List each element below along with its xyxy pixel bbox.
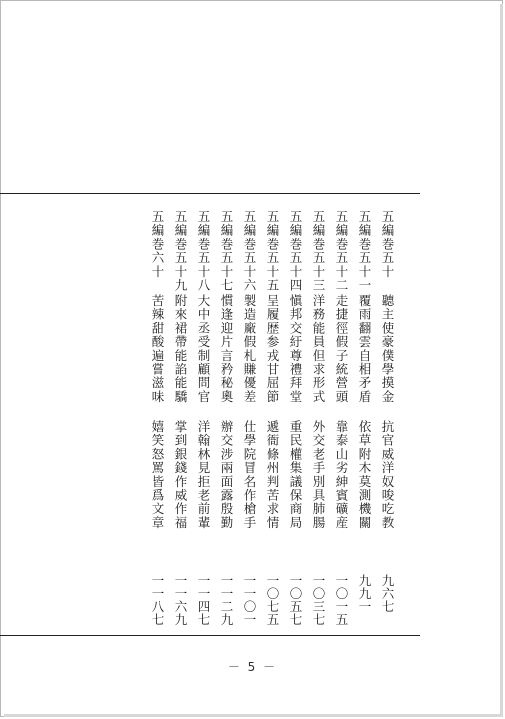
page-ref: 九九一 (357, 574, 372, 613)
volume-label: 五編巻五十五 (265, 210, 280, 293)
chapter-title-first: 覆雨翻雲自相矛盾 (357, 294, 372, 404)
chapter-title-first: 慣逢迎片言矜秘奧 (219, 294, 234, 404)
chapter-title-first: 附來裙帶能諂能驕 (173, 294, 188, 404)
chapter-title-second: 外交老手別具肺腸 (311, 420, 326, 530)
volume-label: 五編巻五十八 (196, 210, 211, 293)
page-ref: 一一八七 (150, 574, 165, 626)
chapter-title-first: 大中丞受制顧問官 (196, 294, 211, 404)
chapter-title-first: 苦辣甜酸遍嘗滋味 (150, 294, 165, 404)
chapter-title-second: 掌到銀錢作威作福 (173, 420, 188, 530)
chapter-title-first: 呈履歴参戎甘屈節 (265, 294, 280, 404)
top-rule (0, 193, 420, 194)
chapter-title-second: 重民權集議保商局 (288, 420, 303, 530)
chapter-title-second: 遞衙條州判苦求情 (265, 420, 280, 530)
page-ref: 一一六九 (173, 574, 188, 626)
chapter-title-second: 辦交涉兩面露殷勤 (219, 420, 234, 530)
chapter-title-second: 依草附木莫測機關 (357, 420, 372, 530)
page-ref: 九六七 (380, 574, 395, 613)
page-number: － 5 － (227, 660, 278, 674)
page-ref: 一〇一五 (334, 574, 349, 626)
chapter-title-second: 洋翰林見拒老前輩 (196, 420, 211, 530)
chapter-title-first: 愼邦交紆尊禮拜堂 (288, 294, 303, 404)
page-ref: 一〇五七 (288, 574, 303, 626)
chapter-title-second: 靠泰山劣紳賓礦産 (334, 420, 349, 530)
page-ref: 一〇七五 (265, 574, 280, 626)
page-ref: 一一〇一 (242, 574, 257, 626)
volume-label: 五編巻六十 (150, 210, 165, 279)
page-ref: 一一四七 (196, 574, 211, 626)
chapter-title-first: 聽主使豪僕學摸金 (380, 294, 395, 404)
chapter-title-first: 走捷徑假子統營頭 (334, 294, 349, 404)
volume-label: 五編巻五十三 (311, 210, 326, 293)
chapter-title-first: 製造廠假札賺優差 (242, 294, 257, 404)
chapter-title-second: 抗官威洋奴唆吃教 (380, 420, 395, 530)
volume-label: 五編巻五十六 (242, 210, 257, 293)
chapter-title-first: 洋務能員但求形式 (311, 294, 326, 404)
volume-label: 五編巻五十一 (357, 210, 372, 293)
volume-label: 五編巻五十 (380, 210, 395, 279)
volume-label: 五編巻五十七 (219, 210, 234, 293)
volume-label: 五編巻五十九 (173, 210, 188, 293)
page-ref: 一一二九 (219, 574, 234, 626)
page-ref: 一〇三七 (311, 574, 326, 626)
page-shadow-bottom (4, 714, 503, 717)
table-of-contents (0, 210, 505, 630)
chapter-title-second: 仕學院冒名作槍手 (242, 420, 257, 530)
bottom-rule (0, 635, 420, 636)
chapter-title-second: 嬉笑怒罵皆爲文章 (150, 420, 165, 530)
volume-label: 五編巻五十四 (288, 210, 303, 293)
volume-label: 五編巻五十二 (334, 210, 349, 293)
